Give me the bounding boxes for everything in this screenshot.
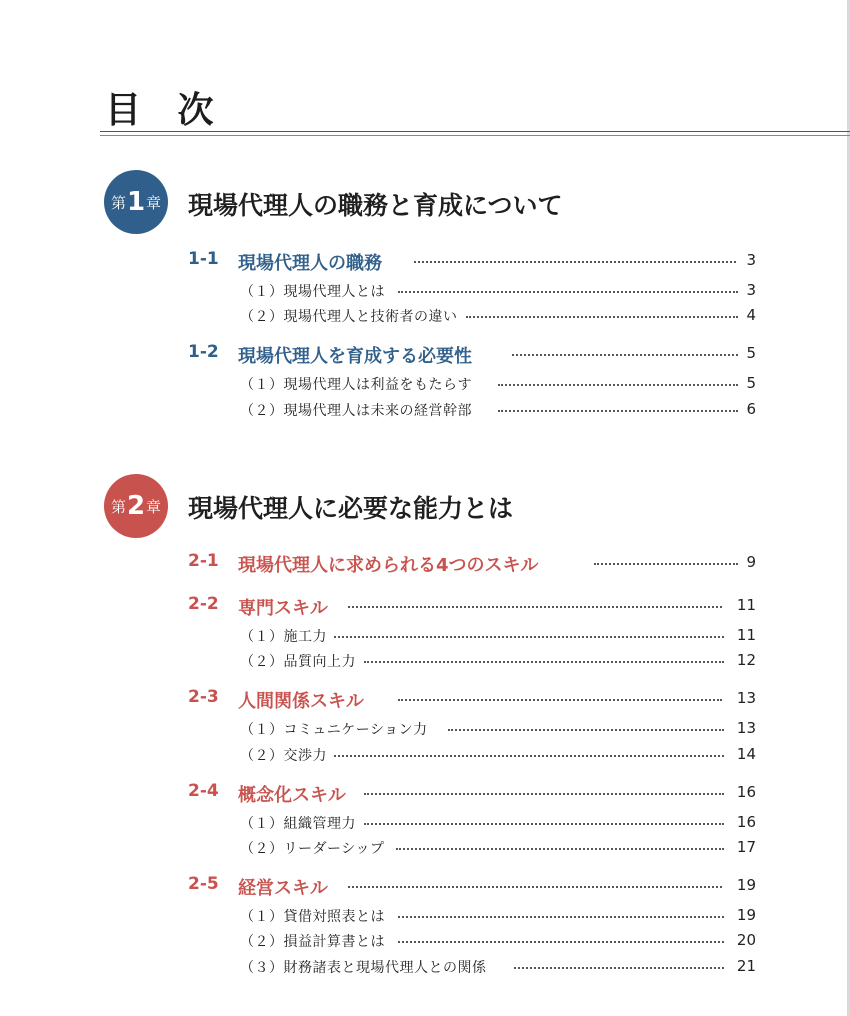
toc-item-row[interactable] (0, 931, 850, 957)
toc-item-row[interactable] (0, 281, 850, 307)
badge-suffix: 章 (146, 193, 162, 212)
section-number: 2-5 (188, 874, 219, 894)
item-title: （１）現場代理人とは (240, 281, 389, 301)
item-title: （２）損益計算書とは (240, 931, 389, 951)
badge-suffix: 章 (146, 497, 162, 516)
leader-dots (398, 916, 724, 918)
page-number: 19 (736, 906, 756, 924)
page-number: 3 (746, 281, 756, 299)
chapter-title: 現場代理人の職務と育成について (188, 191, 563, 220)
page-number: 5 (746, 374, 756, 392)
section-title: 概念化スキル (238, 781, 350, 807)
section-title: 経営スキル (238, 874, 332, 900)
page-number: 9 (746, 553, 756, 571)
page-number: 16 (736, 813, 756, 831)
section-title: 現場代理人に求められる4つのスキル (238, 551, 542, 577)
section-title: 人間関係スキル (238, 687, 368, 713)
item-title: （２）現場代理人は未来の経営幹部 (240, 400, 476, 420)
toc-item-row[interactable] (0, 906, 850, 932)
leader-dots (512, 354, 738, 356)
section-title: 現場代理人の職務 (238, 249, 386, 275)
leader-dots (364, 793, 724, 795)
section-number: 2-1 (188, 551, 219, 571)
toc-section-row[interactable] (0, 249, 850, 275)
item-title: （１）施工力 (240, 626, 331, 646)
toc-section-row[interactable] (0, 342, 850, 368)
page-number: 13 (736, 719, 756, 737)
section-number: 1-1 (188, 249, 219, 269)
toc-item-row[interactable] (0, 813, 850, 839)
leader-dots (594, 563, 738, 565)
item-title: （１）組織管理力 (240, 813, 360, 833)
section-title: 現場代理人を育成する必要性 (238, 342, 476, 368)
toc-section-row[interactable] (0, 594, 850, 620)
toc-item-row[interactable] (0, 745, 850, 771)
toc-item-row[interactable] (0, 400, 850, 426)
chapter-badge (104, 170, 168, 234)
page-number: 14 (736, 745, 756, 763)
section-number: 1-2 (188, 342, 219, 362)
item-title: （１）貸借対照表とは (240, 906, 389, 926)
leader-dots (448, 729, 724, 731)
leader-dots (414, 261, 736, 263)
toc-item-row[interactable] (0, 719, 850, 745)
item-title: （１）現場代理人は利益をもたらす (240, 374, 476, 394)
toc-section-row[interactable] (0, 687, 850, 713)
toc-item-row[interactable] (0, 374, 850, 400)
section-number: 2-2 (188, 594, 219, 614)
leader-dots (334, 755, 724, 757)
page-number: 5 (746, 344, 756, 362)
section-number: 2-3 (188, 687, 219, 707)
page-number: 12 (736, 651, 756, 669)
badge-number: 1 (126, 187, 146, 217)
leader-dots (364, 823, 724, 825)
page-number: 17 (736, 838, 756, 856)
page-number: 21 (736, 957, 756, 975)
section-title: 専門スキル (238, 594, 332, 620)
leader-dots (398, 941, 724, 943)
item-title: （３）財務諸表と現場代理人との関係 (240, 957, 491, 977)
leader-dots (398, 291, 738, 293)
page-number: 11 (736, 596, 756, 614)
toc-item-row[interactable] (0, 306, 850, 332)
page-title: 目 次 (105, 90, 226, 131)
leader-dots (348, 886, 722, 888)
toc-section-row[interactable] (0, 781, 850, 807)
item-title: （２）交渉力 (240, 745, 331, 765)
page-number: 13 (736, 689, 756, 707)
toc-item-row[interactable] (0, 651, 850, 677)
leader-dots (498, 384, 738, 386)
page-number: 6 (746, 400, 756, 418)
leader-dots (398, 699, 722, 701)
toc-item-row[interactable] (0, 626, 850, 652)
page-number: 3 (746, 251, 756, 269)
badge-number: 2 (126, 491, 146, 521)
title-rule (100, 131, 850, 132)
item-title: （２）品質向上力 (240, 651, 360, 671)
toc-item-row[interactable] (0, 838, 850, 864)
item-title: （２）リーダーシップ (240, 838, 388, 858)
toc-section-row[interactable] (0, 874, 850, 900)
page-number: 11 (736, 626, 756, 644)
leader-dots (466, 316, 738, 318)
leader-dots (396, 848, 724, 850)
leader-dots (514, 967, 724, 969)
toc-item-row[interactable] (0, 957, 850, 983)
item-title: （２）現場代理人と技術者の違い (240, 306, 462, 326)
page-number: 4 (746, 306, 756, 324)
page-number: 19 (736, 876, 756, 894)
page-number: 16 (736, 783, 756, 801)
badge-prefix: 第 (110, 193, 126, 212)
chapter-badge (104, 474, 168, 538)
leader-dots (364, 661, 724, 663)
chapter-title: 現場代理人に必要な能力とは (188, 494, 514, 523)
leader-dots (498, 410, 738, 412)
section-number: 2-4 (188, 781, 219, 801)
toc-section-row[interactable] (0, 551, 850, 577)
title-rule (100, 135, 850, 136)
item-title: （１）コミュニケーション力 (240, 719, 432, 739)
badge-prefix: 第 (110, 497, 126, 516)
page-number: 20 (736, 931, 756, 949)
leader-dots (348, 606, 722, 608)
leader-dots (334, 636, 724, 638)
